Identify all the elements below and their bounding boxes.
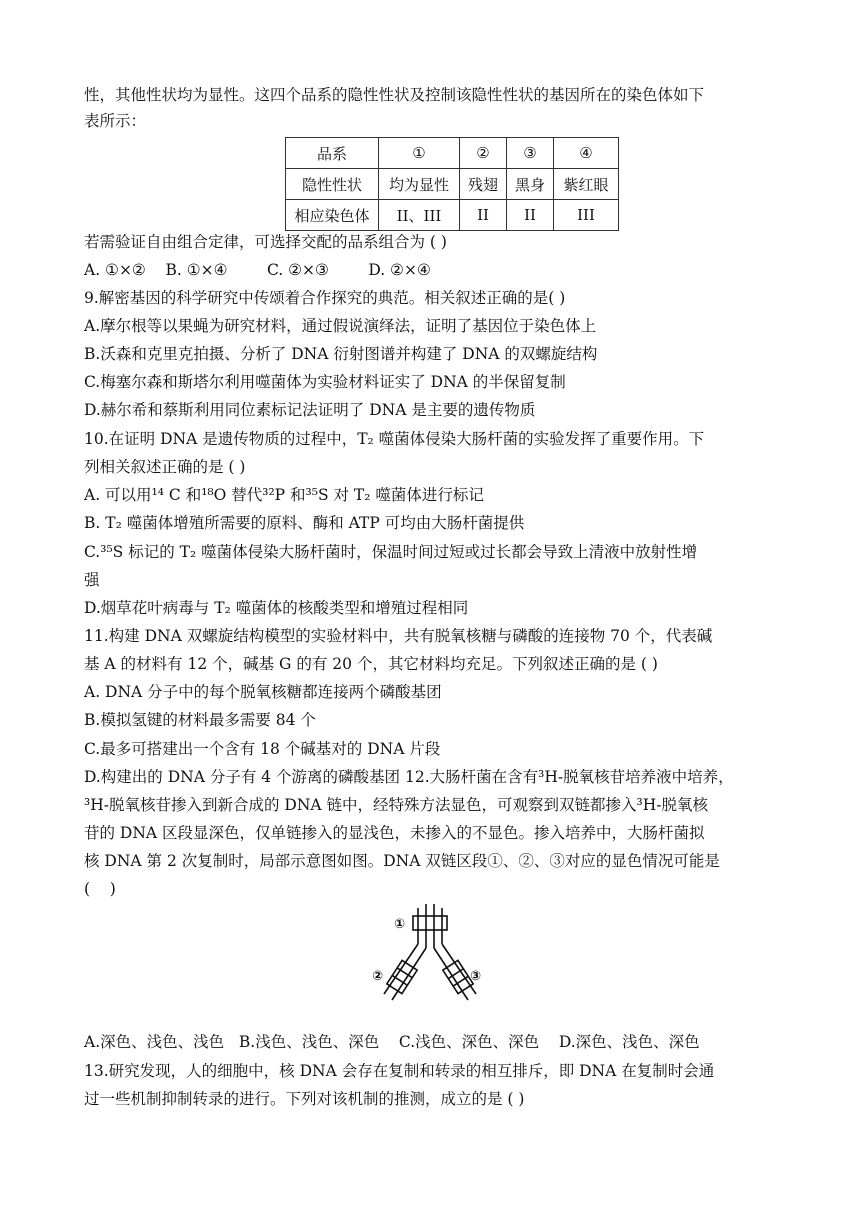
figure-label-1: ① (394, 917, 406, 932)
table-cell: 品系 (286, 138, 379, 169)
table-cell: 残翅 (460, 169, 507, 200)
q11-option-a: A. DNA 分子中的每个脱氧核糖都连接两个磷酸基团 (84, 683, 442, 701)
table-row (286, 169, 619, 200)
q11-option-d-q12-stem: D.构建出的 DNA 分子有 4 个游离的磷酸基团 12.大肠杆菌在含有³H-脱氧核苷培养液中培养， (84, 768, 734, 786)
q9-stem: 9.解密基因的科学研究中传颂着合作探究的典范。相关叙述正确的是( ) (84, 289, 566, 307)
table-row (286, 200, 619, 231)
q10-option-d: D.烟草花叶病毒与 T₂ 噬菌体的核酸类型和增殖过程相同 (84, 599, 469, 617)
table-cell: 相应染色体 (286, 200, 379, 231)
table-cell: 紫红眼 (554, 169, 619, 200)
table-cell: II (460, 200, 507, 231)
table-cell: III (554, 200, 619, 231)
figure-label-2: ② (372, 969, 384, 984)
q8-stem: 若需验证自由组合定律，可选择交配的品系组合为 ( ) (84, 233, 447, 251)
replication-fork-figure (372, 900, 502, 1015)
table-cell: II (507, 200, 554, 231)
table-cell: 黑身 (507, 169, 554, 200)
q11-option-b: B.模拟氢键的材料最多需要 84 个 (84, 711, 316, 729)
table-cell: II、III (379, 200, 460, 231)
q10-option-b: B. T₂ 噬菌体增殖所需要的原料、酶和 ATP 可均由大肠杆菌提供 (84, 514, 525, 532)
q12-stem-5: ( ) (84, 880, 116, 898)
q12-options: A.深色、浅色、浅色 B.浅色、浅色、深色 C.浅色、深色、深色 D.深色、浅色、深色 (84, 1033, 700, 1051)
table-cell: 隐性性状 (286, 169, 379, 200)
q9-option-b: B.沃森和克里克拍摄、分析了 DNA 衍射图谱并构建了 DNA 的双螺旋结构 (84, 345, 598, 363)
q9-option-a: A.摩尔根等以果蝇为研究材料，通过假说演绎法，证明了基因位于染色体上 (84, 317, 597, 335)
table-cell: ② (460, 138, 507, 169)
q11-option-c: C.最多可搭建出一个含有 18 个碱基对的 DNA 片段 (84, 740, 441, 758)
q12-stem-2: ³H-脱氧核苷掺入到新合成的 DNA 链中，经特殊方法显色，可观察到双链都掺入³H-脱氧核 (84, 796, 708, 814)
q11-stem-1: 11.构建 DNA 双螺旋结构模型的实验材料中，共有脱氧核糖与磷酸的连接物 70 个，代表碱 (84, 627, 713, 645)
table-row (286, 138, 619, 169)
q10-option-a: A. 可以用¹⁴ C 和¹⁸O 替代³²P 和³⁵S 对 T₂ 噬菌体进行标记 (84, 486, 484, 504)
intro-line-1: 性，其他性状均为显性。这四个品系的隐性性状及控制该隐性性状的基因所在的染色体如下 (84, 86, 705, 104)
strain-table (285, 137, 619, 231)
intro-line-2: 表所示： (84, 112, 147, 130)
q12-stem-3: 苷的 DNA 区段显深色，仅单链掺入的显浅色，未掺入的不显色。掺入培养中，大肠杆菌拟 (84, 824, 705, 842)
q10-stem-2: 列相关叙述正确的是 ( ) (84, 458, 246, 476)
table-cell: ③ (507, 138, 554, 169)
q10-stem-1: 10.在证明 DNA 是遗传物质的过程中，T₂ 噬菌体侵染大肠杆菌的实验发挥了重要作用。下 (84, 430, 705, 448)
table-cell: ① (379, 138, 460, 169)
figure-label-3: ③ (470, 969, 482, 984)
q9-option-c: C.梅塞尔森和斯塔尔利用噬菌体为实验材料证实了 DNA 的半保留复制 (84, 373, 566, 391)
q9-option-d: D.赫尔希和蔡斯利用同位素标记法证明了 DNA 是主要的遗传物质 (84, 401, 536, 419)
q12-stem-4: 核 DNA 第 2 次复制时，局部示意图如图。DNA 双链区段①、②、③对应的显色情况可能是 (84, 852, 720, 870)
q11-stem-2: 基 A 的材料有 12 个，碱基 G 的有 20 个，其它材料均充足。下列叙述正确的是 ( ) (84, 655, 658, 673)
table-cell: 均为显性 (379, 169, 460, 200)
table-cell: ④ (554, 138, 619, 169)
q10-option-c: C.³⁵S 标记的 T₂ 噬菌体侵染大肠杆菌时，保温时间过短或过长都会导致上清液中放射性增 (84, 543, 698, 561)
q8-options: A. ①×② B. ①×④ C. ②×③ D. ②×④ (84, 261, 431, 279)
q13-stem-1: 13.研究发现，人的细胞中，核 DNA 会存在复制和转录的相互排斥，即 DNA 在复制时会通 (84, 1062, 715, 1080)
q10-option-c-cont: 强 (84, 571, 100, 589)
q13-stem-2: 过一些机制抑制转录的进行。下列对该机制的推测，成立的是 ( ) (84, 1090, 525, 1108)
